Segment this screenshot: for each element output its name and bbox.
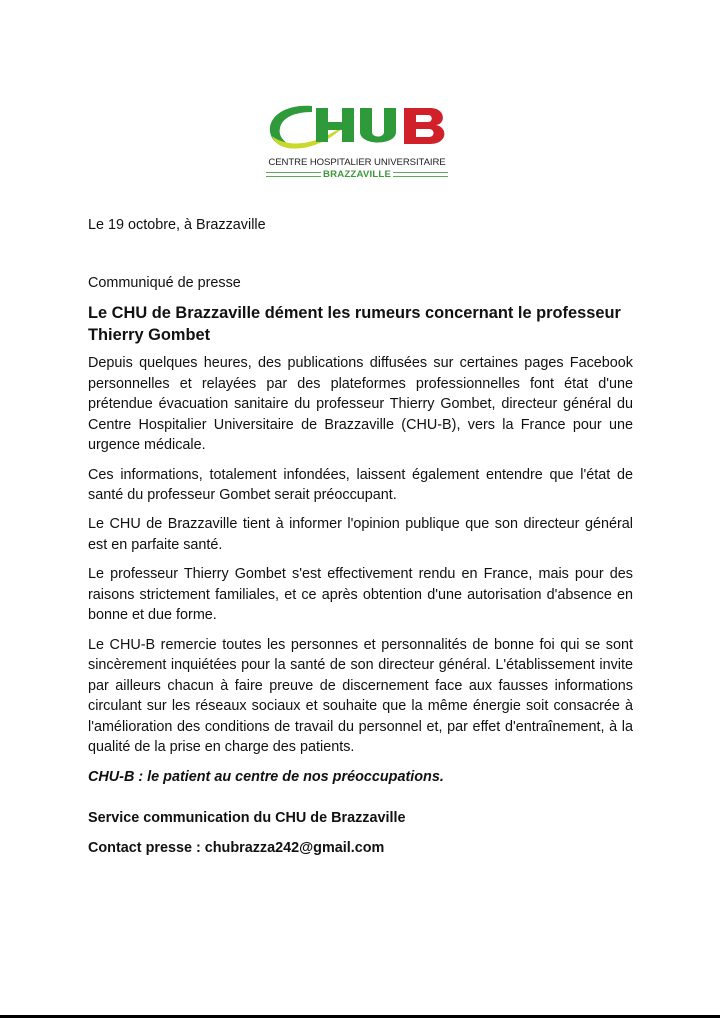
signature: Service communication du CHU de Brazzaville [88, 810, 406, 826]
logo-letter-b [404, 108, 444, 144]
paragraph: Le CHU-B remercie toutes les personnes et personnalités de bonne foi qui se sont sincèrement inquiétées pour la santé de son directeur général. L'établissement invite par ailleurs chacun à faire preuve de discernement face aux fausses informations circulant sur les réseaux sociaux et souhaite que la même énergie soit consacrée à l'amélioration des conditions de travail du personnel et, par effet d'entraînement, à la qualité de la prise en charge des patients. [88, 636, 633, 756]
document-type: Communiqué de presse [88, 275, 241, 291]
logo-city-row [266, 168, 448, 180]
logo-letter-h-bar [324, 122, 346, 130]
date-line: Le 19 octobre, à Brazzaville [88, 217, 266, 233]
logo-letter-u [360, 108, 396, 143]
headline: Le CHU de Brazzaville dément les rumeurs concernant le professeur Thierry Gombet [88, 304, 621, 344]
chub-logo-mark [264, 100, 454, 158]
logo-divider-left [266, 172, 321, 177]
paragraph: Le CHU de Brazzaville tient à informer l'opinion publique que son directeur général est en parfaite santé. [88, 516, 633, 553]
body-text [88, 353, 633, 796]
paragraph: Depuis quelques heures, des publications diffusées sur certaines pages Facebook personnelles et relayées par des plateformes professionnelles font état d'une prétendue évacuation sanitaire du professeur Thierry Gombet, directeur général du Centre Hospitalier Universitaire de Brazzaville (CHU-B), vers la France pour une urgence médicale. [88, 355, 633, 454]
chu-b-logo [264, 100, 454, 182]
logo-divider-right [393, 172, 448, 177]
logo-city: BRAZZAVILLE [322, 168, 392, 180]
paragraph: Ces informations, totalement infondées, laissent également entendre que l'état de santé du professeur Gombet serait préoccupant. [88, 466, 633, 504]
press-contact: Contact presse : chubrazza242@gmail.com [88, 840, 385, 856]
paragraph: Le professeur Thierry Gombet s'est effectivement rendu en France, mais pour des raisons strictement familiales, et ce après obtention d'une autorisation d'absence en bonne et due forme. [88, 566, 633, 624]
logo-subtitle: CENTRE HOSPITALIER UNIVERSITAIRE [268, 157, 446, 168]
slogan: CHU-B : le patient au centre de nos préoccupations. [88, 768, 444, 785]
